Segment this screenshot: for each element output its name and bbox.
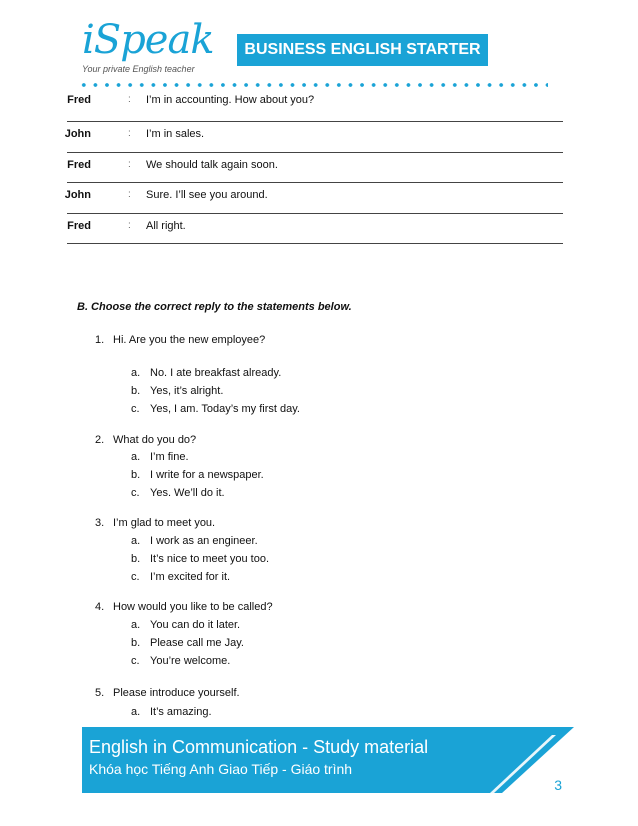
speaker-name: Fred [67,219,91,232]
speaker-colon: : [128,128,131,139]
speaker-name: John [64,189,91,201]
option-letter: b. [131,469,141,481]
option-letter: a. [131,706,141,718]
option-letter: b. [131,637,141,649]
question-number: 5. [95,687,105,699]
dialogue-row [64,183,563,214]
option-text: You’re welcome. [150,655,231,667]
option-letter: a. [131,367,141,379]
logo-tagline: Your private English teacher [82,64,195,74]
option-letter: c. [131,571,140,583]
question-number: 2. [95,434,105,446]
option-text: Yes. We’ll do it. [150,487,225,499]
ispeak-logo [82,18,212,78]
speaker-colon: : [128,219,131,231]
option-text: I’m fine. [150,451,189,463]
section-b-title: B. Choose the correct reply to the statements below. [77,301,352,313]
option-text: It’s amazing. [150,706,212,718]
option-letter: a. [131,451,141,463]
option-text: I’m excited for it. [150,571,231,583]
speaker-name: John [64,128,91,140]
option-letter: b. [131,553,141,565]
question-text: I’m glad to meet you. [113,517,216,529]
speaker-colon: : [128,158,131,170]
footer-subtitle: Khóa học Tiếng Anh Giao Tiếp - Giáo trình [89,761,353,777]
dialogue-line: I’m in sales. [146,128,205,140]
question-number: 3. [95,517,105,529]
footer-title: English in Communication - Study material [89,737,429,757]
speaker-colon: : [128,94,131,105]
page-number: 3 [554,777,562,793]
option-text: No. I ate breakfast already. [150,367,282,379]
question-text: Please introduce yourself. [113,687,240,699]
question-number: 1. [95,334,105,346]
dialogue-row [67,214,563,245]
option-letter: c. [131,487,140,499]
dialogue-line: I’m in accounting. How about you? [146,94,315,106]
dialogue-line: We should talk again soon. [146,158,278,171]
logo-wordmark: iSpeak [82,17,214,63]
option-text: Yes, I am. Today’s my first day. [150,403,300,415]
speaker-colon: : [128,189,131,200]
option-text: Yes, it’s alright. [150,385,224,397]
dialogue-line: Sure. I’ll see you around. [146,189,268,201]
dialogue-row [67,88,563,122]
option-letter: a. [131,619,141,631]
dialogue-row [64,122,563,153]
speaker-name: Fred [67,94,91,106]
option-text: I work as an engineer. [150,535,258,547]
option-text: Please call me Jay. [150,637,244,649]
question-text: What do you do? [113,434,197,446]
footer-banner [82,727,574,793]
option-letter: a. [131,535,141,547]
option-text: You can do it later. [150,619,241,631]
option-text: It’s nice to meet you too. [150,553,270,565]
option-letter: b. [131,385,141,397]
course-title-banner: BUSINESS ENGLISH STARTER [237,34,488,66]
question-number: 4. [95,601,105,613]
option-letter: c. [131,655,140,667]
speaker-name: Fred [67,158,91,171]
question-text: How would you like to be called? [113,601,273,613]
option-text: I write for a newspaper. [150,469,264,481]
option-letter: c. [131,403,140,415]
dialogue-table [64,88,563,244]
question-text: Hi. Are you the new employee? [113,334,266,346]
dialogue-row [67,153,563,184]
dialogue-line: All right. [146,219,186,232]
